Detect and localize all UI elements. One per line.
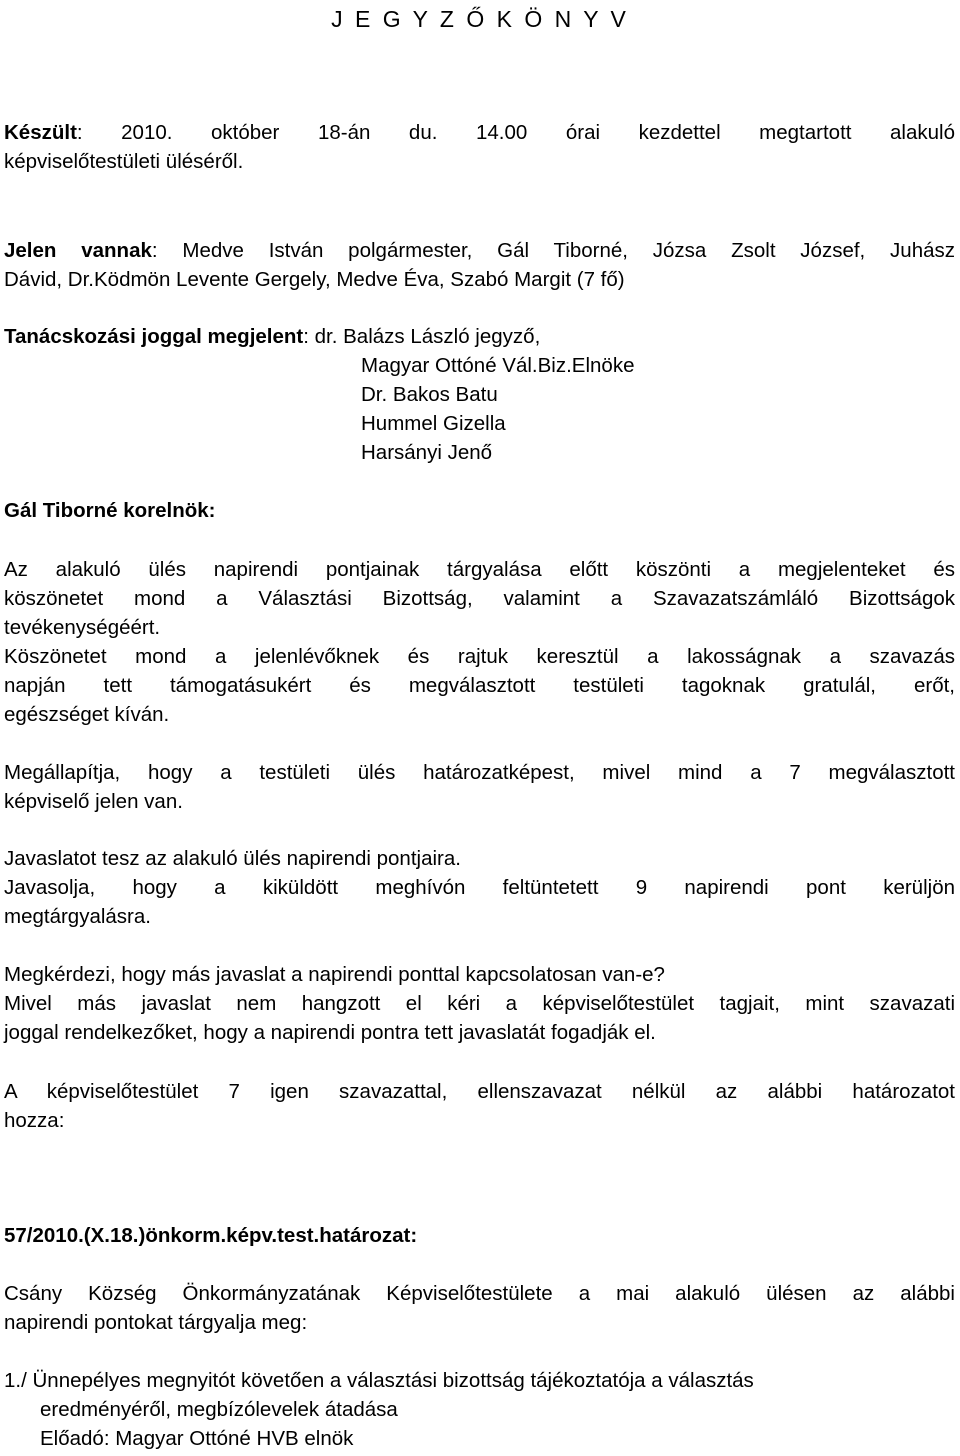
- body-line: Javasolja, hogy a kiküldött meghívón feltüntetett 9 napirendi pont kerüljön: [4, 876, 955, 899]
- body-paragraph-5: [4, 960, 955, 1047]
- tanacskozasi-label: Tanácskozási joggal megjelent: [4, 325, 304, 348]
- body-line: megtárgyalásra.: [4, 905, 151, 928]
- body-line: képviselő jelen van.: [4, 790, 183, 813]
- body-line: Az alakuló ülés napirendi pontjainak tárgyalása előtt köszönti a megjelenteket és: [4, 558, 955, 581]
- body-line: egészséget kíván.: [4, 703, 170, 726]
- jelen-line-1-text: : Medve István polgármester, Gál Tiborné, Józsa Zsolt József, Juhász: [151, 239, 956, 262]
- jelen-line-1: [4, 236, 955, 265]
- tanacskozasi-line: [4, 322, 955, 351]
- jelen-line-2: Dávid, Dr.Ködmön Levente Gergely, Medve Éva, Szabó Margit (7 fő): [4, 268, 625, 291]
- keszult-line-1: [4, 118, 955, 147]
- body-line: napirendi pontokat tárgyalja meg:: [4, 1311, 308, 1334]
- jelen-label: Jelen vannak: [4, 239, 152, 262]
- body-line: Csány Község Önkormányzatának Képviselőtestülete a mai alakuló ülésen az alábbi: [4, 1282, 955, 1305]
- attendee-list: [361, 351, 941, 467]
- body-line: hozza:: [4, 1109, 65, 1132]
- keszult-label: Készült: [4, 121, 77, 144]
- agenda-item-1: [4, 1366, 955, 1453]
- attendee: Hummel Gizella: [361, 412, 506, 435]
- attendee: Magyar Ottóné Vál.Biz.Elnöke: [361, 354, 635, 377]
- agenda-item-title: 1./ Ünnepélyes megnyitót követően a választási bizottság tájékoztatója a választás: [4, 1369, 754, 1392]
- keszult-line-2: képviselőtestületi üléséről.: [4, 150, 244, 173]
- body-line: Köszönetet mond a jelenlévőknek és rajtuk keresztül a lakosságnak a szavazás: [4, 645, 955, 668]
- body-line: köszönetet mond a Választási Bizottság, valamint a Szavazatszámláló Bizottságok: [4, 587, 955, 610]
- body-paragraph-3: [4, 758, 955, 816]
- body-paragraph-2: [4, 642, 955, 729]
- body-line: Megállapítja, hogy a testületi ülés határozatképest, mivel mind a 7 megválasztott: [4, 761, 955, 784]
- keszult-line-1-text: : 2010. október 18-án du. 14.00 órai kezdettel megtartott alakuló: [76, 121, 955, 144]
- body-line: Megkérdezi, hogy más javaslat a napirendi ponttal kapcsolatosan van-e?: [4, 963, 665, 986]
- document-title: J E G Y Z Ő K Ö N Y V: [331, 6, 629, 32]
- agenda-item-presenter: Előadó: Magyar Ottóné HVB elnök: [40, 1427, 354, 1450]
- body-line: Mivel más javaslat nem hangzott el kéri a képviselőtestület tagjait, mint szavazati: [4, 992, 955, 1015]
- keszult-paragraph: [4, 118, 955, 176]
- body-line: joggal rendelkezőket, hogy a napirendi pontra tett javaslatát fogadják el.: [4, 1021, 656, 1044]
- tanacskozasi-first: : dr. Balázs László jegyző,: [303, 325, 541, 348]
- body-line: Javaslatot tesz az alakuló ülés napirendi pontjaira.: [4, 847, 461, 870]
- attendee: Harsányi Jenő: [361, 441, 493, 464]
- body-line: tevékenységéért.: [4, 616, 161, 639]
- body-paragraph-1: [4, 555, 955, 642]
- resolution-intro: [4, 1279, 955, 1337]
- attendee: Dr. Bakos Batu: [361, 383, 498, 406]
- body-line: A képviselőtestület 7 igen szavazattal, ellenszavazat nélkül az alábbi határozatot: [4, 1080, 955, 1103]
- korelnok-heading: Gál Tiborné korelnök:: [4, 499, 216, 522]
- body-paragraph-4: [4, 844, 955, 931]
- jelen-paragraph: [4, 236, 955, 294]
- agenda-item-detail: eredményéről, megbízólevelek átadása: [40, 1398, 398, 1421]
- body-paragraph-6: [4, 1077, 955, 1135]
- body-line: napján tett támogatásukért és megválasztott testületi tagoknak gratulál, erőt,: [4, 674, 955, 697]
- resolution-number: 57/2010.(X.18.)önkorm.képv.test.határozat:: [4, 1224, 418, 1247]
